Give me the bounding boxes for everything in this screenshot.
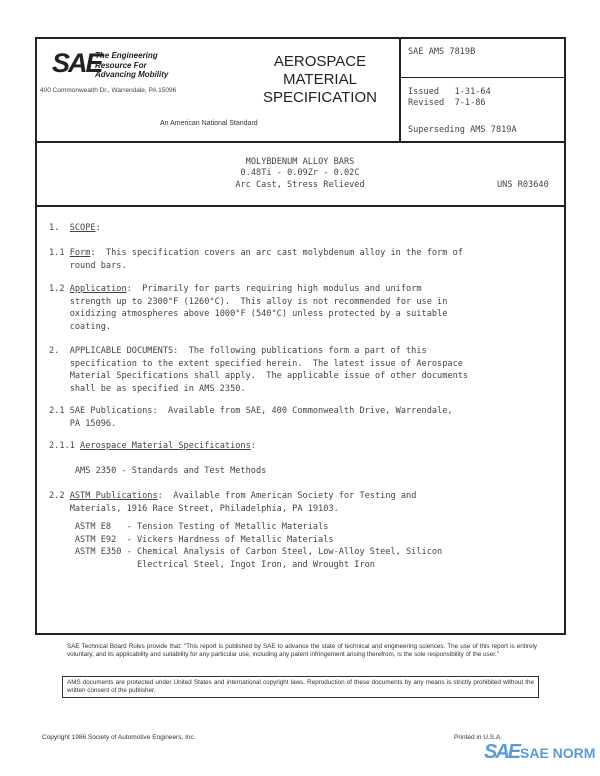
title-line-3: SPECIFICATION: [263, 89, 377, 106]
section-2: [49, 283, 447, 333]
section-7: [49, 490, 416, 515]
section-8: [49, 521, 442, 571]
superseding: Superseding AMS 7819A: [408, 125, 517, 135]
issued-date: Issued 1-31-64: [408, 87, 491, 97]
section-first-line: 2.1 SAE Publications: Available from SAE, 400 Commonwealth Drive, Warrendale,: [49, 406, 453, 416]
section-first-line: [49, 465, 266, 478]
section-line: [49, 321, 447, 334]
ans-label: An American National Standard: [160, 120, 258, 127]
section-first-line: 2.1.1 Aerospace Material Specifications:: [49, 441, 256, 451]
section-line: [49, 358, 468, 371]
section-line: [49, 503, 416, 516]
section-line: [49, 308, 447, 321]
section-1: [49, 247, 463, 272]
board-rules: SAE Technical Board Rules provide that: "This report is published by SAE to advance the state of technical and engineering sciences. The use of this report is entirely voluntary, and its applicability and suitability for any particular use, including any patent infringement arising therefrom, is the sole responsibility of the user.": [67, 643, 537, 658]
section-text: SAE Publications: Available from SAE, 400 Commonwealth Drive, Warrendale,: [69, 406, 453, 416]
section-heading: Form: [69, 248, 91, 258]
docnum-divider: [400, 77, 566, 78]
condition: Arc Cast, Stress Relieved: [235, 180, 365, 190]
section-line: [49, 370, 468, 383]
section-text: ASTM E8 - Tension Testing of Metallic Materials: [74, 522, 329, 532]
section-line-text: round bars.: [69, 260, 127, 271]
section-line-text: specification to the extent specified herein. The latest issue of Aerospace: [69, 358, 463, 369]
section-line-text: oxidizing atmospheres above 1000°F (540°C) unless protected by a suitable: [69, 309, 448, 319]
tagline: [95, 51, 168, 80]
copyright: Copyright 1986 Society of Automotive Engineers, Inc.: [42, 734, 196, 741]
section-line-text: Material Specifications shall apply. The applicable issue of other documents: [69, 371, 469, 381]
revised-date: Revised 7-1-86: [408, 98, 486, 108]
section-heading: SCOPE: [69, 223, 96, 233]
composition: 0.48Ti - 0.09Zr - 0.02C: [240, 168, 360, 178]
section-0: [49, 222, 101, 235]
section-first-line: [49, 521, 442, 534]
section-line: [49, 546, 442, 559]
section-line-text: Electrical Steel, Ingot Iron, and Wrought Iron: [74, 559, 375, 570]
copyright-notice: AMS documents are protected under United States and international copyright laws. Reproduction of these documents by any means is strictly prohibited without the written consent of the publisher.: [62, 676, 539, 698]
material-name: MOLYBDENUM ALLOY BARS: [245, 157, 355, 167]
section-line: [49, 559, 442, 572]
section-text: : Primarily for parts requiring high modulus and uniform: [126, 284, 422, 294]
section-text: : This specification covers an arc cast molybdenum alloy in the form of: [90, 248, 463, 258]
section-line: [49, 534, 442, 547]
section-line-text: PA 15096.: [69, 418, 117, 429]
section-first-line: 1.2 Application: Primarily for parts requiring high modulus and uniform: [49, 284, 422, 294]
title-line-2: MATERIAL: [283, 71, 357, 88]
section-text: APPLICABLE DOCUMENTS: The following publications form a part of this: [69, 346, 427, 356]
section-3: [49, 345, 468, 395]
section-5: [49, 440, 256, 453]
sae-logo: SAE: [52, 48, 102, 78]
section-first-line: 1.1 Form: This specification covers an arc cast molybdenum alloy in the form of: [49, 248, 463, 258]
section-text: : Available from American Society for Testing and: [157, 491, 417, 501]
header-divider: [35, 141, 566, 143]
section-text: AMS 2350 - Standards and Test Methods: [49, 466, 267, 476]
watermark: SAE NORM: [520, 745, 596, 761]
section-text: :: [250, 441, 256, 451]
section-line-text: ASTM E350 - Chemical Analysis of Carbon Steel, Low-Alloy Steel, Silicon: [74, 547, 443, 557]
section-first-line: 2.2 ASTM Publications: Available from American Society for Testing and: [49, 491, 417, 501]
section-line: [49, 296, 447, 309]
section-4: [49, 405, 453, 430]
section-line-text: coating.: [69, 321, 112, 332]
title-divider: [35, 205, 566, 207]
section-line-text: Materials, 1916 Race Street, Philadelphia, PA 19103.: [69, 503, 339, 514]
section-line-text: strength up to 2300°F (1260°C). This alloy is not recommended for use in: [69, 296, 448, 307]
address: 400 Commonwealth Dr., Warrendale, PA 15096: [40, 87, 177, 94]
spec-title: [250, 53, 390, 107]
column-divider: [399, 37, 401, 142]
section-heading: Aerospace Material Specifications: [80, 441, 251, 451]
watermark-logo: SAE: [484, 741, 520, 763]
section-line: [49, 260, 463, 273]
doc-number: SAE AMS 7819B: [408, 47, 476, 57]
printed-in: Printed in U.S.A.: [454, 734, 503, 741]
section-text: :: [95, 223, 101, 233]
section-first-line: 1. SCOPE:: [49, 223, 101, 233]
tagline-2: Resource For: [95, 60, 147, 70]
section-heading: ASTM Publications: [69, 491, 158, 501]
section-line: [49, 383, 468, 396]
section-line: [49, 418, 453, 431]
tagline-3: Advancing Mobility: [95, 70, 169, 79]
tagline-1: The Engineering: [95, 51, 158, 60]
section-6: [49, 465, 266, 478]
section-line-text: shall be as specified in AMS 2350.: [69, 383, 246, 394]
uns-number: UNS R03640: [497, 180, 549, 190]
section-line-text: ASTM E92 - Vickers Hardness of Metallic Materials: [74, 534, 334, 545]
section-heading: Application: [69, 284, 127, 294]
title-line-1: AEROSPACE: [273, 53, 367, 70]
section-first-line: 2. APPLICABLE DOCUMENTS: The following publications form a part of this: [49, 346, 427, 356]
